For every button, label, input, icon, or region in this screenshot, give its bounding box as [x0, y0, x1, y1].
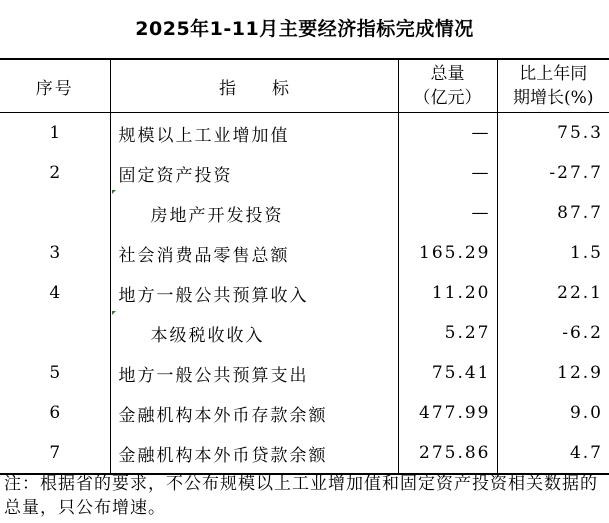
- table-row: [0, 273, 609, 313]
- row-total: 11.20: [398, 273, 497, 313]
- row-growth: 87.7: [497, 193, 609, 233]
- row-growth: 1.5: [497, 233, 609, 273]
- row-indicator: 社会消费品零售总额: [110, 233, 398, 273]
- row-seq: 2: [49, 163, 61, 183]
- row-indicator: 金融机构本外币贷款余额: [110, 433, 398, 474]
- row-seq: 1: [49, 123, 61, 143]
- row-total: 477.99: [398, 393, 497, 433]
- table-row: [0, 113, 609, 154]
- row-growth: -27.7: [497, 153, 609, 193]
- table-title: 2025年1-11月主要经济指标完成情况: [135, 18, 474, 40]
- row-indicator: 金融机构本外币存款余额: [110, 393, 398, 433]
- row-seq: 7: [0, 433, 110, 474]
- row-total: —: [398, 113, 497, 154]
- header-row: [0, 59, 609, 113]
- row-total: 275.86: [398, 433, 497, 474]
- table-row: [0, 433, 609, 474]
- row-indicator: 固定资产投资: [110, 153, 398, 193]
- row-growth: 9.0: [497, 393, 609, 433]
- row-total: 75.41: [398, 353, 497, 393]
- header-growth: [497, 59, 609, 113]
- row-seq: [0, 313, 110, 353]
- row-seq: 5: [49, 363, 61, 383]
- table-row: [0, 153, 609, 193]
- indicators-table: [0, 58, 609, 475]
- table-row: [0, 353, 609, 393]
- header-seq: 序号: [0, 59, 110, 113]
- header-indicator: 指标: [110, 59, 398, 113]
- header-growth-line1: 比上年同: [519, 64, 588, 84]
- row-total: 5.27: [398, 313, 497, 353]
- header-growth-line2: 期增长(%): [513, 88, 594, 108]
- row-indicator: 地方一般公共预算收入: [110, 273, 398, 313]
- cell-marker-icon: [112, 311, 116, 315]
- row-growth: 22.1: [497, 273, 609, 313]
- row-total: —: [398, 153, 497, 193]
- header-total-line2: （亿元）: [413, 88, 482, 108]
- row-growth: 12.9: [497, 353, 609, 393]
- row-indicator: 规模以上工业增加值: [110, 113, 398, 154]
- header-total-line1: 总量: [430, 64, 465, 84]
- row-growth: 4.7: [497, 433, 609, 474]
- table-row: [0, 233, 609, 273]
- row-growth: -6.2: [497, 313, 609, 353]
- row-indicator: 本级税收收入: [110, 313, 398, 353]
- row-growth: 75.3: [497, 113, 609, 154]
- row-total: —: [398, 193, 497, 233]
- cell-marker-icon: [112, 190, 116, 194]
- row-total: 165.29: [398, 233, 497, 273]
- footnote: 注：根据省的要求，不公布规模以上工业增加值和固定资产投资相关数据的总量，只公布增速。: [4, 474, 598, 518]
- row-seq: 4: [49, 283, 61, 303]
- header-total: [398, 59, 497, 113]
- table-row: [0, 393, 609, 433]
- row-indicator: 地方一般公共预算支出: [110, 353, 398, 393]
- row-seq: 3: [49, 243, 61, 263]
- row-seq: 6: [49, 403, 61, 423]
- table-row: [0, 193, 609, 233]
- row-seq: [0, 193, 110, 233]
- table-row: [0, 313, 609, 353]
- row-indicator: 房地产开发投资: [110, 193, 398, 233]
